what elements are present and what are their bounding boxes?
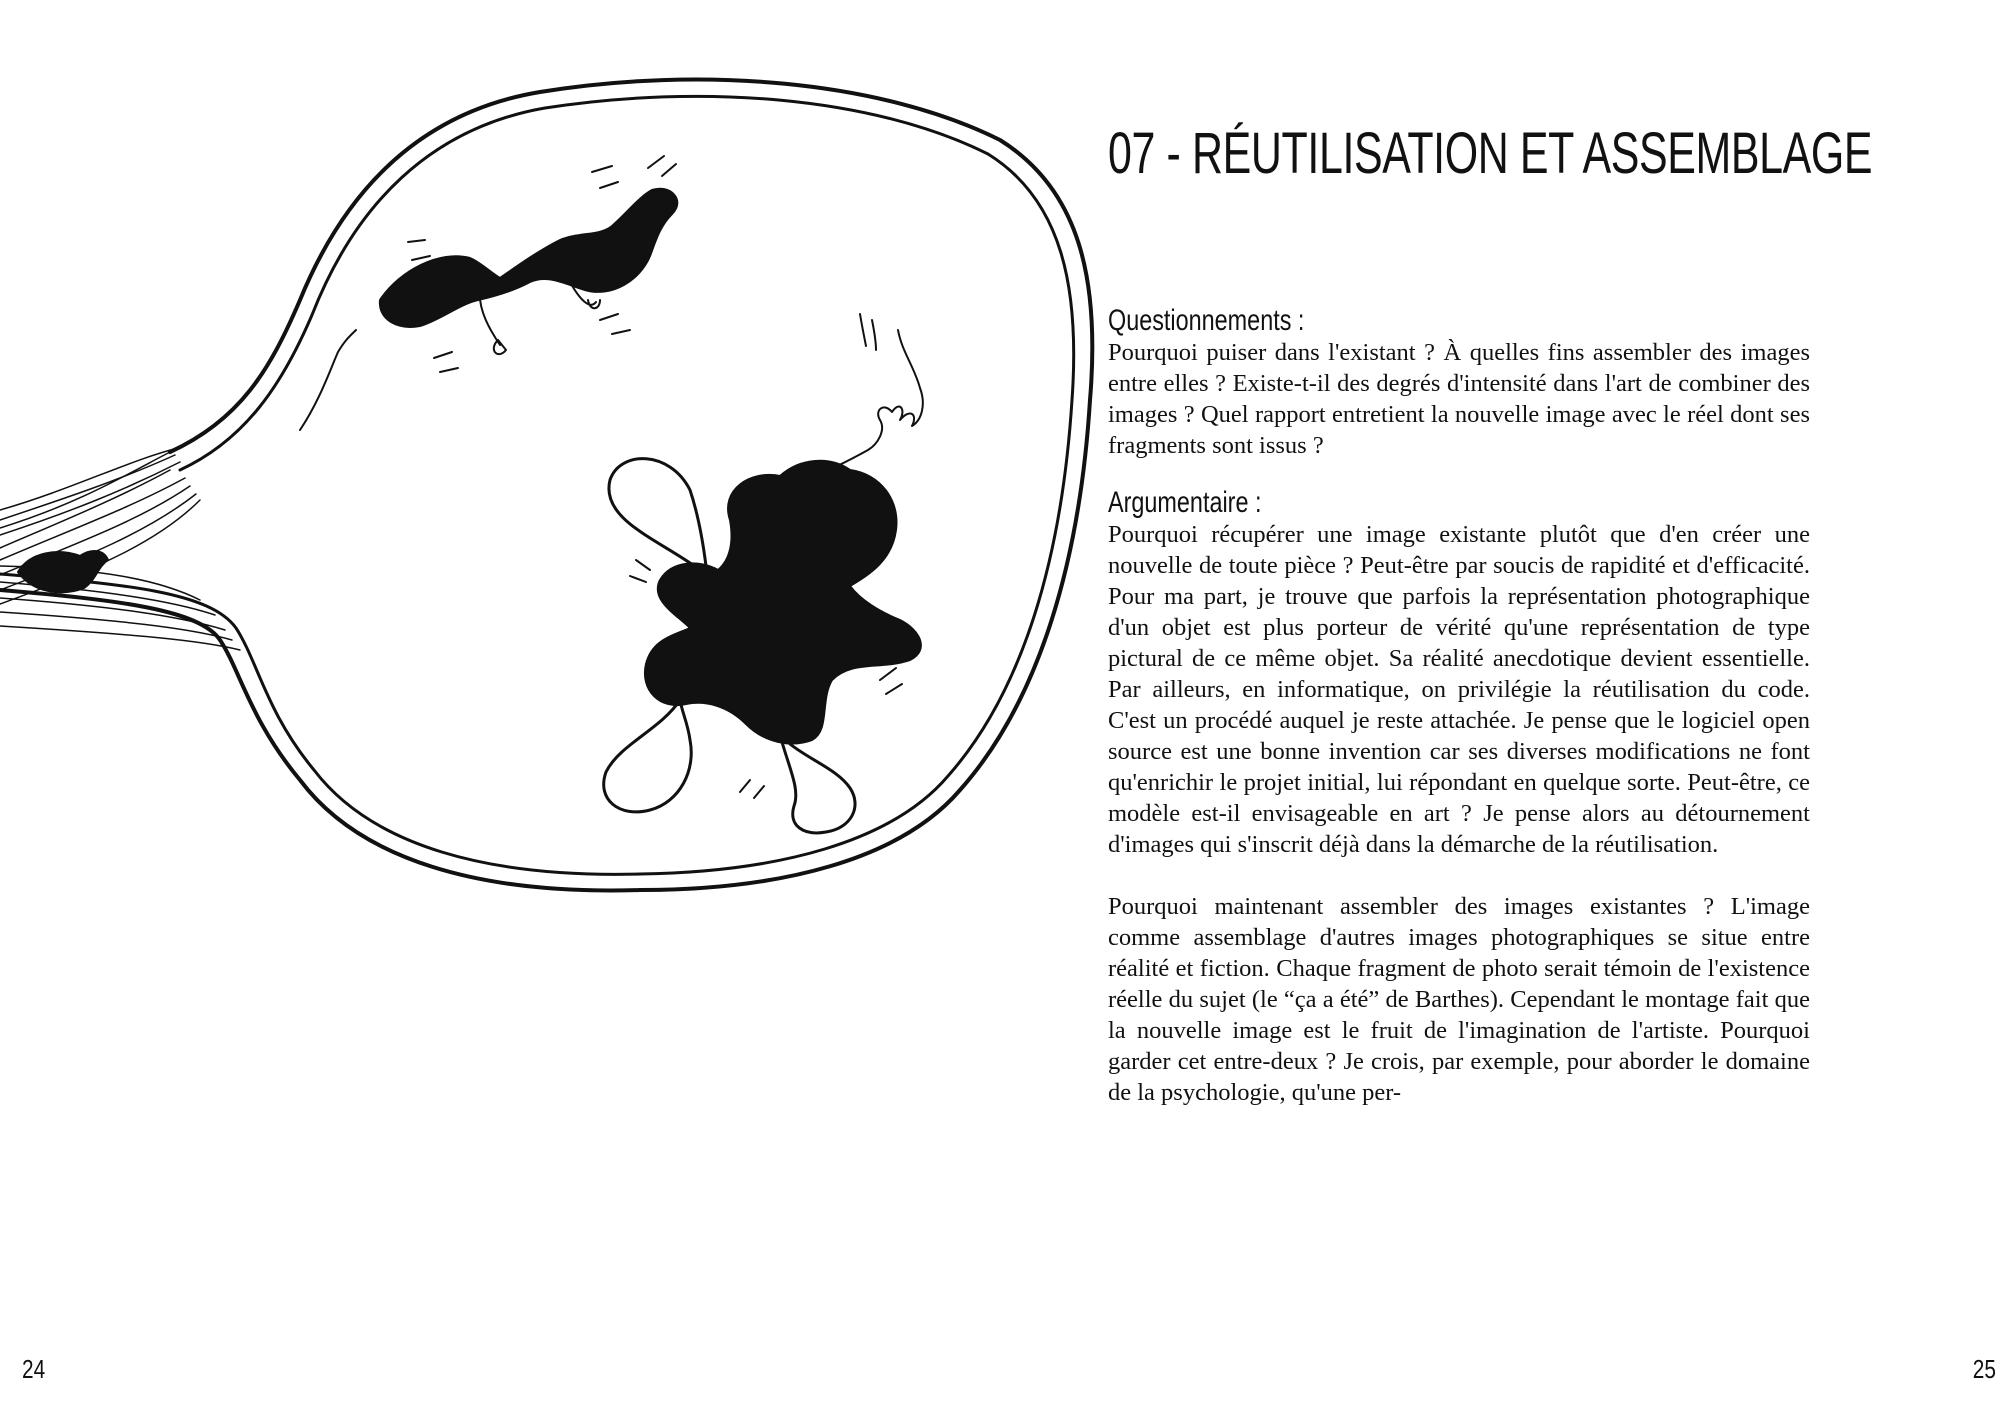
chapter-title: 07 - RÉUTILISATION ET ASSEMBLAGE <box>1108 121 1873 186</box>
lower-creature <box>645 461 921 744</box>
section-heading: Argumentaire : <box>1108 486 1262 519</box>
page-number-left: 24 <box>22 1354 46 1384</box>
bubble-outline <box>0 80 1092 891</box>
balloon-loop-left <box>604 700 692 812</box>
strand-bundle <box>0 444 240 650</box>
spring-coil <box>810 330 923 478</box>
strand-creature <box>18 551 108 592</box>
balloon-loop-top <box>609 459 706 570</box>
paragraph: Pourquoi maintenant assembler des images existantes ? L'image comme assemblage d'autres images photographiques se situe entre réalité et fiction. Chaque fragment de photo serait témoin de l'existence réelle du sujet (le “ça a été” de Barthes). Cependant le montage fait que la nouvelle image est le fruit de l'imagination de l'artiste. Pourquoi garder cet entre-deux ? Je crois, par exemple, pour aborder le domaine de la psychologie, qu'une per- <box>1108 893 1810 1106</box>
section-questionnements <box>1108 305 1810 461</box>
paragraph: Pourquoi récupérer une image existante plutôt que d'en créer une nouvelle de toute pièce ? Peut-être par soucis de rapidité et d'efficacité. Pour ma part, je trouve que parfois la représentation photographique d'un objet est plus porteur de vérité qu'une représentation de type pictural de ce même objet. Sa réalité anecdotique devient essentielle. Par ailleurs, en informatique, on privilégie la réutilisation du code. C'est un procédé auquel je reste attachée. Je pense que le logiciel open source est une bonne invention car ses diverses modifications ne font qu'enrichir le projet initial, lui répondant en quelque sorte. Peut-être, ce modèle est-il envisageable en art ? Je pense alors au détournement d'images qui s'inscrit déjà dans la démarche de la réutilisation. <box>1108 521 1810 858</box>
ink-drawing-icon <box>0 80 1092 891</box>
page-number-right: 25 <box>1972 1354 1996 1384</box>
bubble-inner-outline <box>0 96 1074 874</box>
balloon-loop-right <box>782 742 855 833</box>
paragraph: Pourquoi puiser dans l'existant ? À quelles fins assembler des images entre elles ? Existe-t-il des degrés d'intensité dans l'art de combiner des images ? Quel rapport entretient la nouvelle image avec le réel dont ses fragments sont issus ? <box>1108 339 1810 459</box>
section-heading: Questionnements : <box>1108 304 1305 337</box>
vine-line <box>300 330 356 430</box>
ink-illustration <box>0 0 1120 960</box>
right-page-text <box>1108 120 1873 1108</box>
section-argumentaire <box>1108 487 1810 1108</box>
